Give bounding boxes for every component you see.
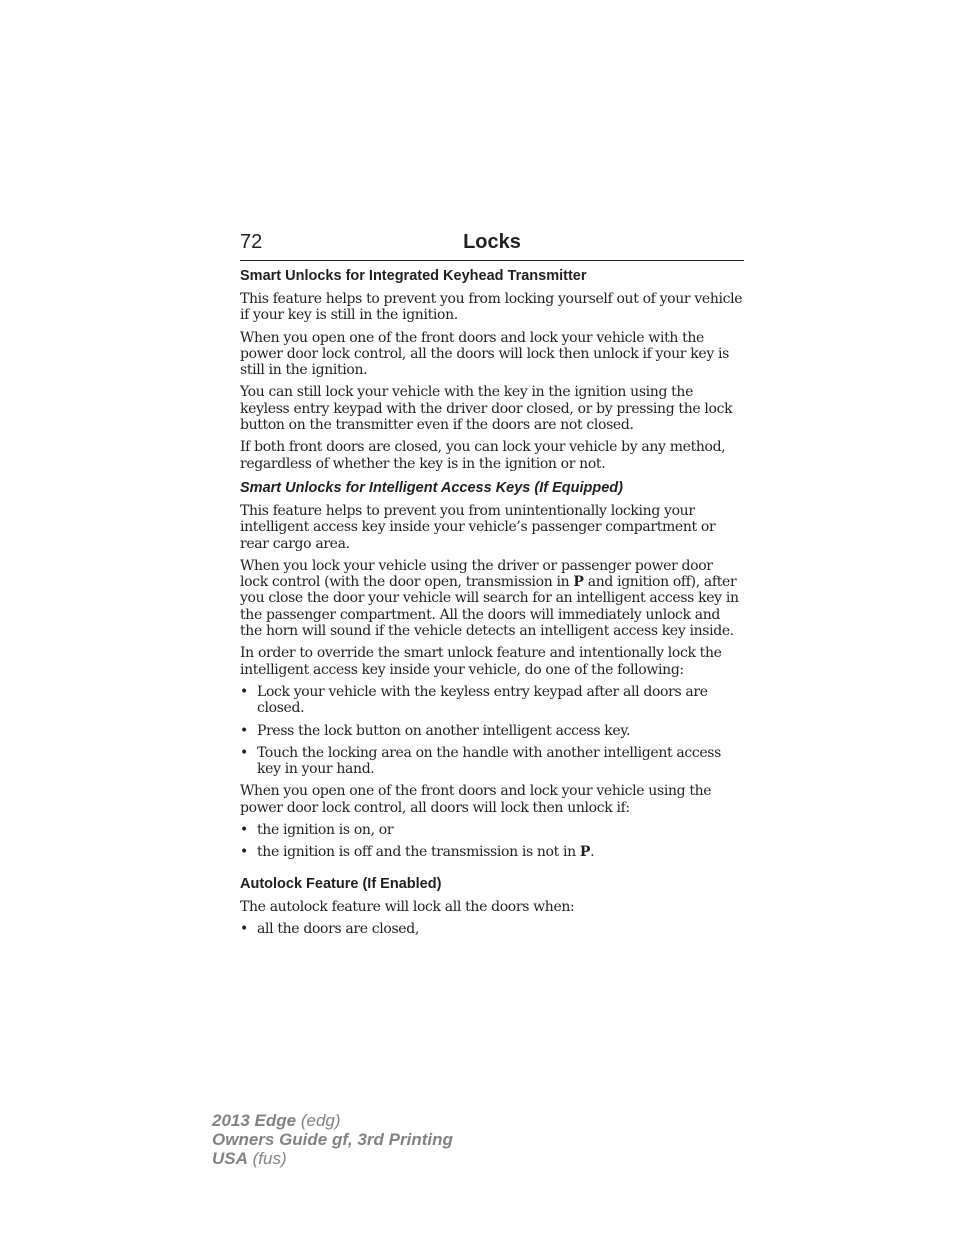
bullet: •: [240, 722, 248, 739]
override-options-list: [240, 684, 744, 777]
transmission-p-bold: P: [573, 574, 584, 591]
page-header: [240, 228, 744, 261]
text-run: and ignition off), after you close the door your vehicle will search for an intelligent access key in the passenger compartment. All the doors will immediately unlock and the horn will sound if the vehicle detects an intelligent access key inside.: [240, 574, 739, 640]
page-number: 72: [240, 231, 263, 253]
paragraph: If both front doors are closed, you can lock your vehicle by any method, regardless of whether the key is in the ignition or not.: [240, 439, 726, 472]
list-item: [240, 745, 744, 778]
list-item-text: the ignition is on, or: [257, 822, 394, 839]
paragraph: This feature helps to prevent you from locking yourself out of your vehicle if your key is still in the ignition.: [240, 291, 743, 324]
list-item-text: all the doors are closed,: [257, 920, 419, 937]
paragraph: [240, 558, 744, 639]
list-item: [240, 921, 744, 937]
footer-model-code: (edg): [296, 1111, 341, 1130]
paragraph: When you open one of the front doors and lock your vehicle using the power door lock control, all doors will lock then unlock if:: [240, 783, 712, 816]
paragraph: In order to override the smart unlock feature and intentionally lock the intelligent access key inside your vehicle, do one of the following:: [240, 645, 722, 678]
footer-guide: Owners Guide gf, 3rd Printing: [212, 1130, 453, 1149]
page-content: [240, 265, 744, 937]
footer-region: USA: [212, 1149, 248, 1168]
list-item: [240, 822, 744, 838]
paragraph: You can still lock your vehicle with the key in the ignition using the keyless entry keypad with the driver door closed, or by pressing the lock button on the transmitter even if the doors are not closed.: [240, 384, 733, 434]
footer-region-code: (fus): [247, 1149, 287, 1168]
chapter-title: Locks: [463, 231, 521, 253]
bullet: •: [240, 744, 248, 761]
list-item-text: Touch the locking area on the handle with another intelligent access key in your hand.: [257, 744, 721, 778]
list-item-text: Lock your vehicle with the keyless entry keypad after all doors are closed.: [257, 683, 708, 717]
bullet: •: [240, 920, 248, 937]
transmission-p-bold: P: [579, 844, 591, 861]
list-item: [240, 723, 744, 739]
paragraph: The autolock feature will lock all the doors when:: [240, 898, 575, 915]
text-run: When you lock your vehicle using the driver or passenger power door lock control (with the door open, transmission in: [240, 557, 713, 591]
paragraph: When you open one of the front doors and lock your vehicle with the power door lock control, all the doors will lock then unlock if your key is still in the ignition.: [240, 329, 729, 379]
footer-line-model: [212, 1111, 453, 1130]
list-item-text: the ignition is off and the transmission is not in: [257, 844, 580, 861]
section-heading-autolock: Autolock Feature (If Enabled): [240, 875, 442, 892]
unlock-conditions-list: [240, 822, 744, 861]
bullet: •: [240, 844, 248, 861]
paragraph: This feature helps to prevent you from unintentionally locking your intelligent access key inside your vehicle’s passenger compartment or rear cargo area.: [240, 502, 716, 552]
footer-model: 2013 Edge: [212, 1111, 297, 1130]
footer-line-guide: [212, 1130, 453, 1149]
list-item: [240, 844, 744, 860]
bullet: •: [240, 683, 248, 700]
section-heading-smart-unlocks-keyhead: Smart Unlocks for Integrated Keyhead Transmitter: [240, 268, 587, 284]
text-run: .: [590, 844, 595, 861]
autolock-conditions-list: [240, 921, 744, 937]
page-footer: [212, 1111, 453, 1168]
list-item-text: Press the lock button on another intelligent access key.: [257, 722, 631, 739]
footer-line-region: [212, 1149, 453, 1168]
bullet: •: [240, 822, 248, 839]
list-item: [240, 684, 744, 717]
section-heading-smart-unlocks-intelligent-access: Smart Unlocks for Intelligent Access Keys (If Equipped): [240, 479, 623, 496]
